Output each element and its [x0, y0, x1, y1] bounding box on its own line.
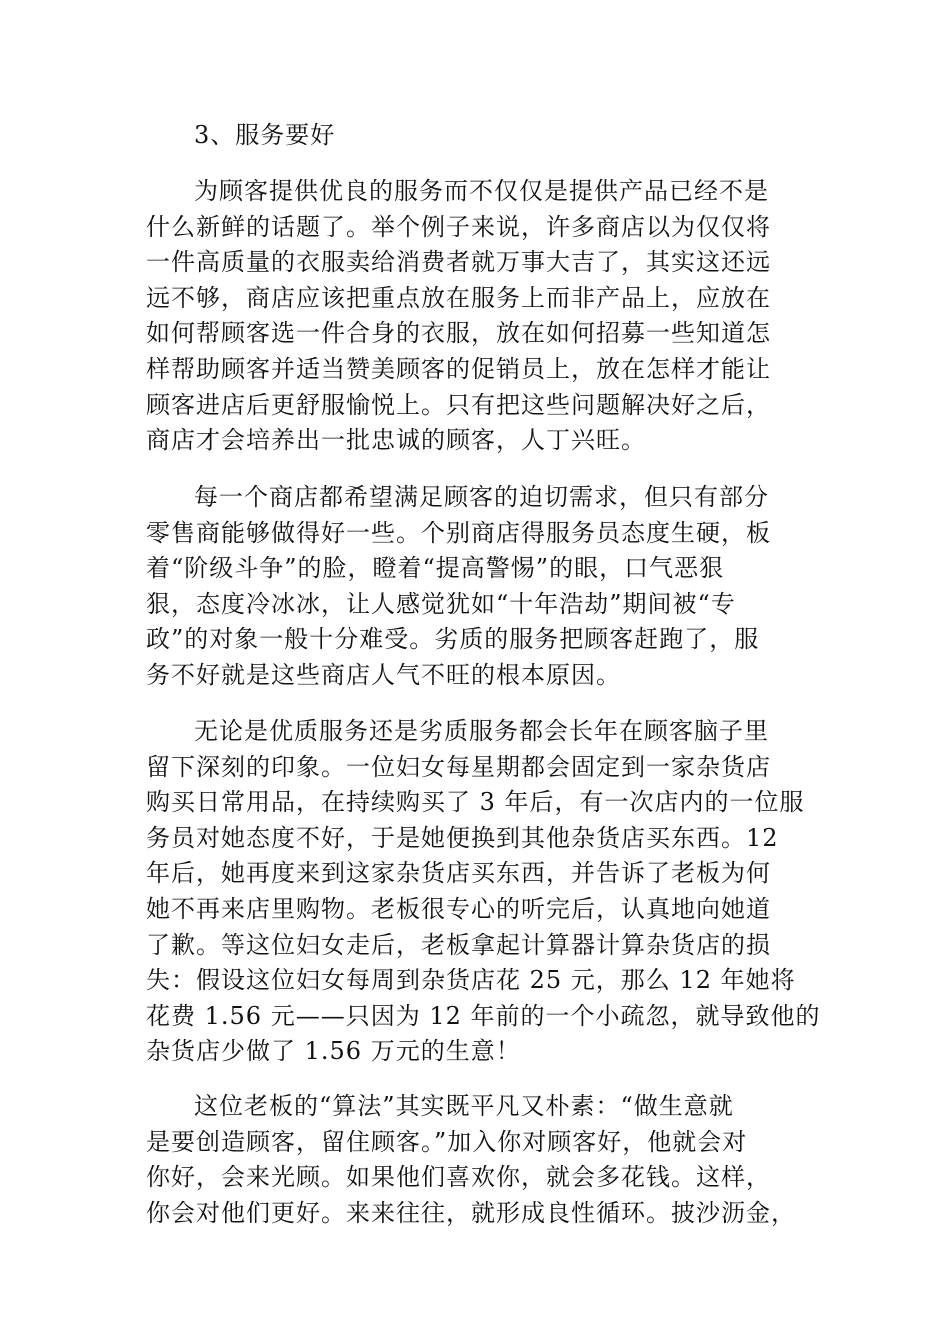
section-heading	[146, 118, 806, 154]
paragraph-line: 这位老板的“算法”其实既平凡又朴素：“做生意就	[194, 1092, 734, 1120]
paragraph-line: 你会对他们更好。来来往往，就形成良性循环。披沙沥金，	[146, 1198, 796, 1227]
paragraph-1	[146, 174, 806, 459]
paragraph-line: 杂货店少做了 1.56 万元的生意！	[146, 1037, 521, 1066]
paragraph-line: 为顾客提供优良的服务而不仅仅是提供产品已经不是	[194, 177, 769, 205]
paragraph-4	[146, 1089, 806, 1231]
paragraph-line: 失：假设这位妇女每周到杂货店花 25 元，那么 12 年她将	[146, 966, 796, 995]
paragraph-line: 零售商能够做得好一些。个别商店得服务员态度生硬，板	[146, 518, 771, 547]
paragraph-line: 远不够，商店应该把重点放在服务上而非产品上，应放在	[146, 283, 771, 312]
paragraph-line: 如何帮顾客选一件合身的衣服，放在如何招募一些知道怎	[146, 319, 771, 348]
paragraph-2	[146, 480, 806, 694]
paragraph-line: 留下深刻的印象。一位妇女每星期都会固定到一家杂货店	[146, 752, 771, 781]
paragraph-line: 年后，她再度来到这家杂货店买东西，并告诉了老板为何	[146, 859, 771, 888]
paragraph-line: 商店才会培养出一批忠诚的顾客，人丁兴旺。	[146, 426, 646, 455]
paragraph-line: 你好，会来光顾。如果他们喜欢你，就会多花钱。这样，	[146, 1163, 771, 1192]
paragraph-line: 每一个商店都希望满足顾客的迫切需求，但只有部分	[194, 483, 769, 511]
paragraph-3	[146, 714, 821, 1070]
paragraph-line: 着“阶级斗争”的脸，瞪着“提高警惕”的眼，口气恶狠	[146, 554, 725, 583]
paragraph-line: 什么新鲜的话题了。举个例子来说，许多商店以为仅仅将	[146, 212, 771, 241]
paragraph-line: 务不好就是这些商店人气不旺的根本原因。	[146, 660, 621, 689]
section-heading-text: 3、服务要好	[194, 121, 336, 149]
paragraph-line: 顾客进店后更舒服愉悦上。只有把这些问题解决好之后，	[146, 390, 771, 419]
paragraph-line: 花费 1.56 元——只因为 12 年前的一个小疏忽，就导致他的	[146, 1001, 821, 1030]
paragraph-line: 她不再来店里购物。老板很专心的听完后，认真地向她道	[146, 894, 771, 923]
paragraph-line: 政”的对象一般十分难受。劣质的服务把顾客赶跑了，服	[146, 625, 760, 654]
paragraph-line: 无论是优质服务还是劣质服务都会长年在顾客脑子里	[194, 717, 769, 745]
paragraph-line: 是要创造顾客，留住顾客。”加入你对顾客好，他就会对	[146, 1127, 748, 1156]
paragraph-line: 购买日常用品，在持续购买了 3 年后，有一次店内的一位服	[146, 788, 805, 817]
paragraph-line: 务员对她态度不好，于是她便换到其他杂货店买东西。12	[146, 823, 779, 852]
paragraph-line: 一件高质量的衣服卖给消费者就万事大吉了，其实这还远	[146, 248, 771, 277]
paragraph-line: 了歉。等这位妇女走后，老板拿起计算器计算杂货店的损	[146, 930, 771, 959]
paragraph-line: 样帮助顾客并适当赞美顾客的促销员上，放在怎样才能让	[146, 354, 771, 383]
paragraph-line: 狠，态度冷冰冰，让人感觉犹如“十年浩劫”期间被“专	[146, 589, 736, 618]
